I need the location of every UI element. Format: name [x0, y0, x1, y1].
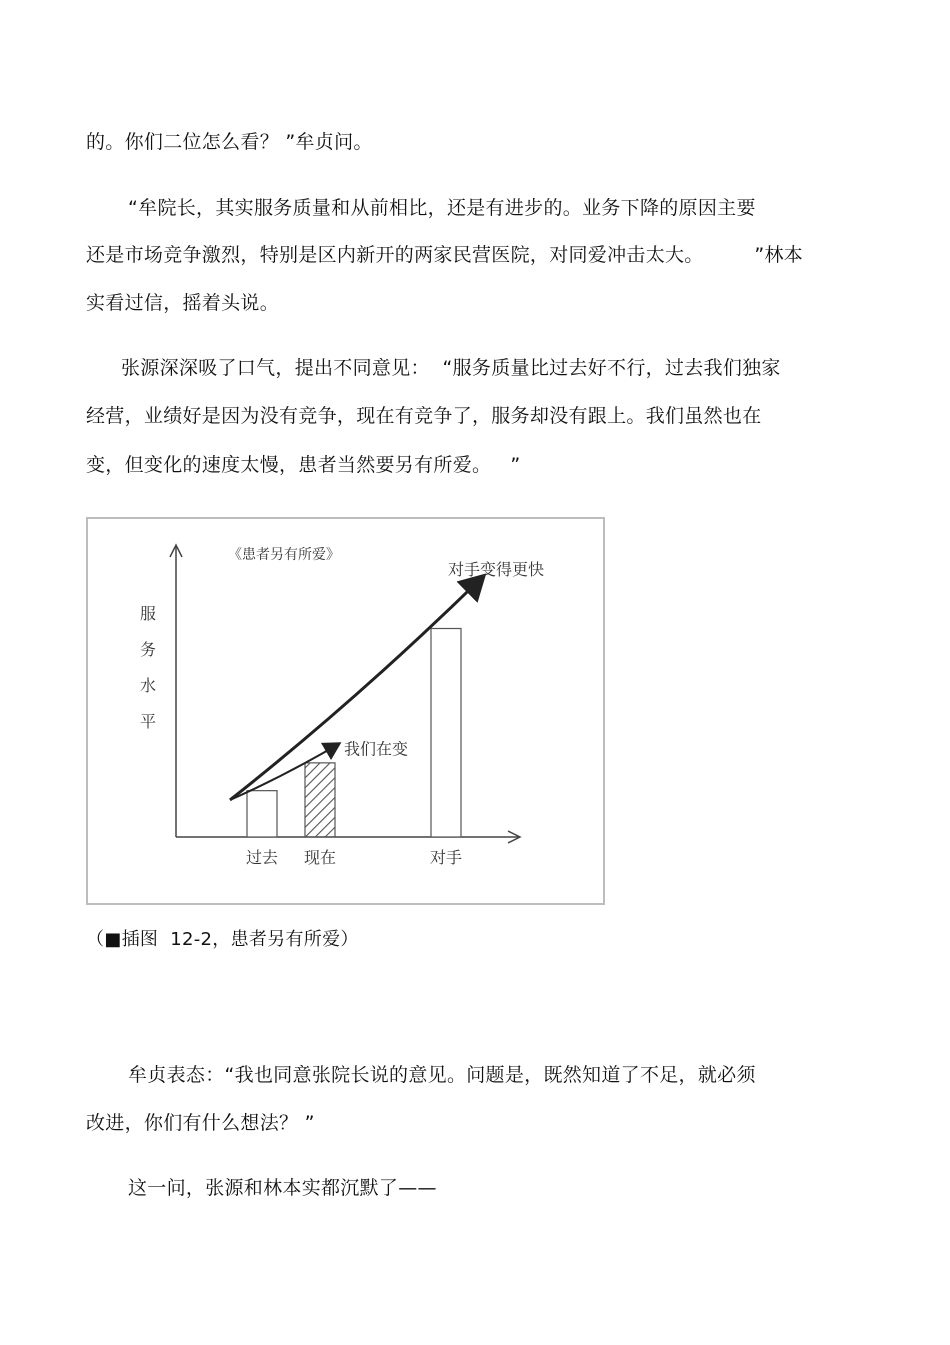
figure-frame — [86, 517, 605, 905]
figure-caption: （■插图 12-2，患者另有所爱） — [86, 929, 359, 950]
text-line: 张源深深吸了口气，提出不同意见： “服务质量比过去好不行，过去我们独家 — [121, 357, 781, 379]
text-line: 改进，你们有什么想法？ ” — [86, 1112, 315, 1134]
bar-chart — [88, 519, 603, 903]
text-line: 经营，业绩好是因为没有竞争，现在有竞争了，服务却没有跟上。我们虽然也在 — [86, 405, 762, 427]
x-tick-label: 过去 — [245, 848, 279, 867]
text-line: “牟院长，其实服务质量和从前相比，还是有进步的。业务下降的原因主要 — [128, 197, 756, 219]
text-line: 实看过信，摇着头说。 — [86, 292, 280, 314]
text-line: 还是市场竞争激烈，特别是区内新开的两家民营医院，对同爱冲击太大。 ”林本 — [86, 244, 804, 266]
y-axis-label-char: 务 — [140, 640, 157, 659]
text-line: 的。你们二位怎么看？ ”牟贞问。 — [86, 131, 373, 153]
y-axis-label-char: 平 — [140, 712, 157, 731]
y-axis-label-char: 服 — [140, 604, 157, 623]
chart-title: 《患者另有所爱》 — [228, 547, 340, 563]
bar-2 — [431, 629, 461, 838]
bar-1 — [305, 763, 335, 837]
bar-0 — [247, 791, 277, 837]
y-axis-label-char: 水 — [140, 676, 157, 695]
x-tick-label: 现在 — [303, 848, 337, 867]
x-tick-label: 对手 — [429, 848, 463, 867]
arrow-label: 对手变得更快 — [448, 560, 545, 579]
text-line: 这一问，张源和林本实都沉默了—— — [128, 1177, 437, 1199]
arrow-label: 我们在变 — [344, 739, 409, 759]
text-line: 牟贞表态：“我也同意张院长说的意见。问题是，既然知道了不足，就必须 — [128, 1064, 756, 1086]
text-line: 变，但变化的速度太慢，患者当然要另有所爱。 ” — [86, 454, 521, 476]
y-axis-label — [140, 604, 156, 731]
